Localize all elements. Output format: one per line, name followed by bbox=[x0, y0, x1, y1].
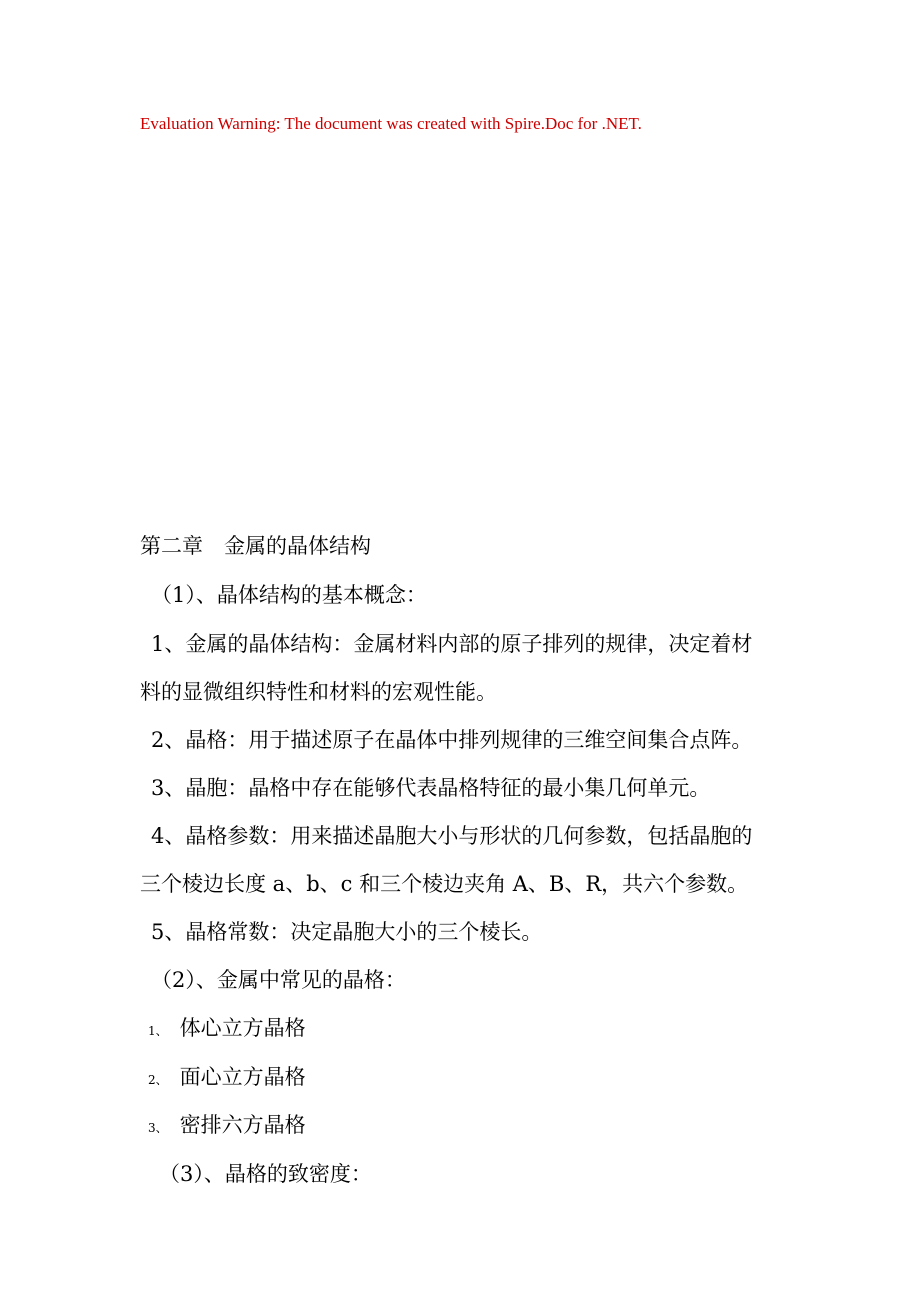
chapter-title: 第二章 金属的晶体结构 bbox=[140, 534, 371, 558]
list-text: 体心立方晶格 bbox=[179, 1016, 306, 1040]
item2: 2、晶格：用于描述原子在晶体中排列规律的三维空间集合点阵。 bbox=[151, 728, 753, 752]
item1-line2: 料的显微组织特性和材料的宏观性能。 bbox=[140, 680, 497, 704]
evaluation-warning: Evaluation Warning: The document was created with Spire.Doc for .NET. bbox=[140, 114, 642, 133]
section2-heading: （2）、金属中常见的晶格： bbox=[151, 968, 406, 992]
item4-line1: 4、晶格参数：用来描述晶胞大小与形状的几何参数，包括晶胞的 bbox=[151, 824, 753, 848]
lattice-list-item bbox=[148, 1014, 306, 1045]
lattice-list-item bbox=[148, 1111, 306, 1142]
lattice-list-item bbox=[148, 1063, 306, 1094]
list-number: 1、 bbox=[148, 1024, 168, 1038]
list-text: 面心立方晶格 bbox=[179, 1065, 306, 1089]
item1-line1: 1、金属的晶体结构：金属材料内部的原子排列的规律，决定着材 bbox=[151, 632, 753, 656]
list-number: 3、 bbox=[148, 1121, 168, 1135]
item3: 3、晶胞：晶格中存在能够代表晶格特征的最小集几何单元。 bbox=[151, 776, 711, 800]
list-number: 2、 bbox=[148, 1073, 168, 1087]
section1-heading: （1）、晶体结构的基本概念： bbox=[151, 583, 427, 607]
section3-heading: （3）、晶格的致密度： bbox=[159, 1162, 372, 1186]
item5: 5、晶格常数：决定晶胞大小的三个棱长。 bbox=[151, 920, 543, 944]
list-text: 密排六方晶格 bbox=[179, 1113, 306, 1137]
item4-line2: 三个棱边长度 a、b、c 和三个棱边夹角 A、B、R，共六个参数。 bbox=[140, 872, 749, 896]
